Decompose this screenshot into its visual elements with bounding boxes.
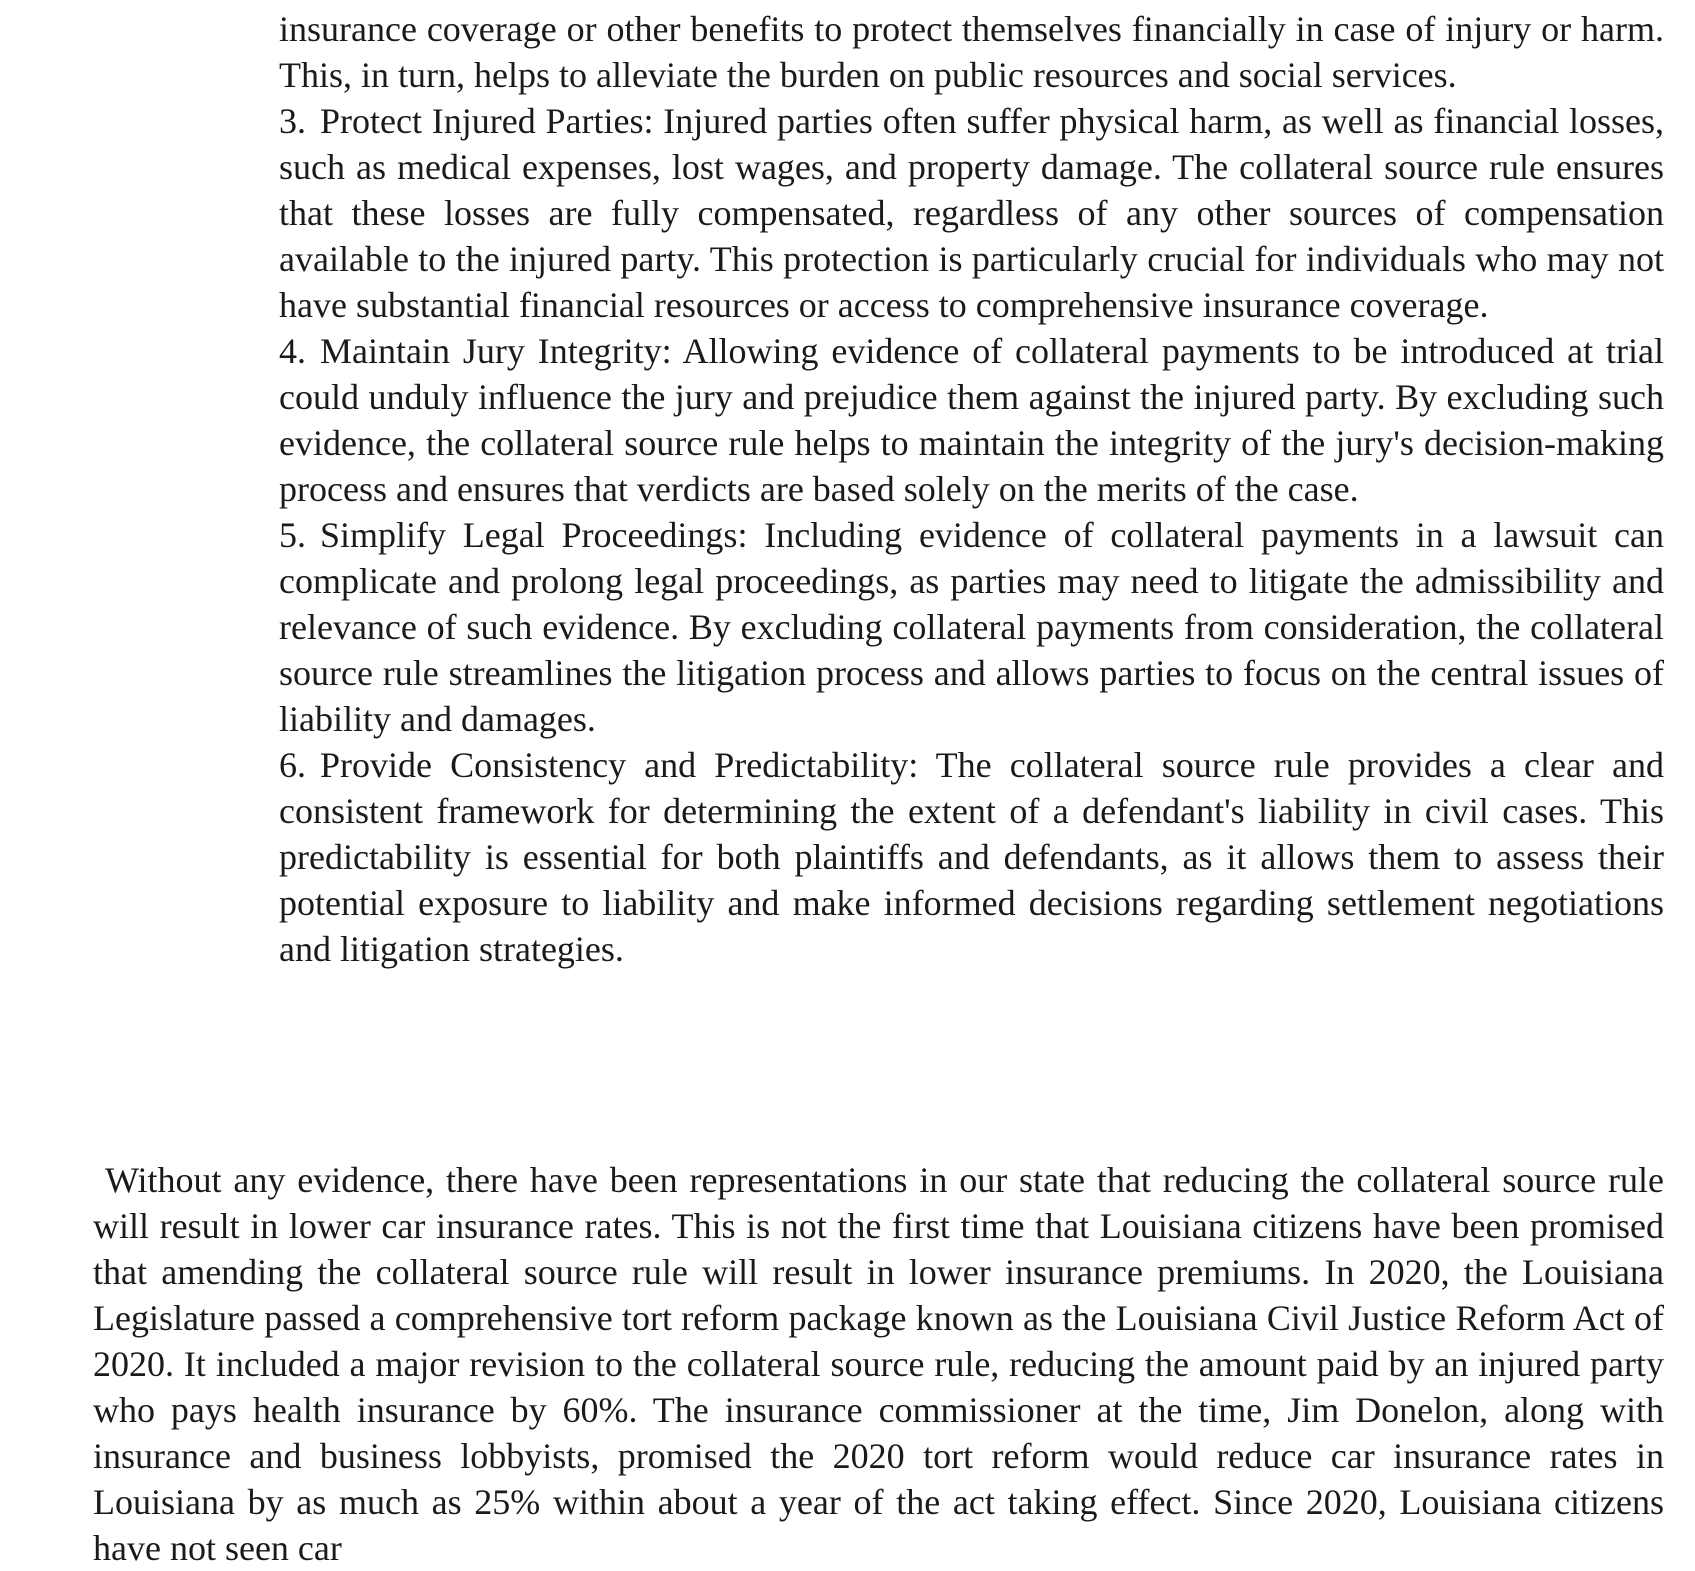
body-paragraph: Without any evidence, there have been representations in our state that reducing the collateral source rule will result in lower car insurance rates. This is not the first time that Louisiana citizens have been promised that amending the collateral source rule will result in lower insurance premiums. In 2020, the Louisiana Legislature passed a comprehensive tort reform package known as the Louisiana Civil Justice Reform Act of 2020. It included a major revision to the collateral source rule, reducing the amount paid by an injured party who pays health insurance by 60%. The insurance commissioner at the time, Jim Donelon, along with insurance and business lobbyists, promised the 2020 tort reform would reduce car insurance rates in Louisiana by as much as 25% within about a year of the act taking effect. Since 2020, Louisiana citizens have not seen car [93, 1160, 1664, 1568]
list-item-6 [279, 742, 1664, 972]
list-item-5 [279, 512, 1664, 742]
list-item-text: Protect Injured Parties: Injured parties often suffer physical harm, as well as financial losses, such as medical expenses, lost wages, and property damage. The collateral source rule ensures that these losses are fully compensated, regardless of any other sources of compensation available to the injured party. This protection is particularly crucial for individuals who may not have substantial financial resources or access to comprehensive insurance coverage. [279, 101, 1664, 325]
list-item-3 [279, 98, 1664, 328]
list-item-text: Simplify Legal Proceedings: Including evidence of collateral payments in a lawsuit can complicate and prolong legal proceedings, as parties may need to litigate the admissibility and relevance of such evidence. By excluding collateral payments from consideration, the collateral source rule streamlines the litigation process and allows parties to focus on the central issues of liability and damages. [279, 515, 1664, 739]
list-item-number: 5. [279, 515, 306, 555]
list-item-number: 3. [279, 101, 306, 141]
list-item-text: Maintain Jury Integrity: Allowing evidence of collateral payments to be introduced at trial could unduly influence the jury and prejudice them against the injured party. By excluding such evidence, the collateral source rule helps to maintain the integrity of the jury's decision-making process and ensures that verdicts are based solely on the merits of the case. [279, 331, 1664, 509]
list-item-text: Provide Consistency and Predictability: The collateral source rule provides a clear and consistent framework for determining the extent of a defendant's liability in civil cases. This predictability is essential for both plaintiffs and defendants, as it allows them to assess their potential exposure to liability and make informed decisions regarding settlement negotiations and litigation strategies. [279, 745, 1664, 969]
list-item-number: 4. [279, 331, 306, 371]
list-item-number: 6. [279, 745, 306, 785]
numbered-list [279, 6, 1664, 972]
list-item-4 [279, 328, 1664, 512]
list-continuation-text: insurance coverage or other benefits to protect themselves financially in case of injury or harm. This, in turn, helps to alleviate the burden on public resources and social services. [279, 9, 1664, 95]
